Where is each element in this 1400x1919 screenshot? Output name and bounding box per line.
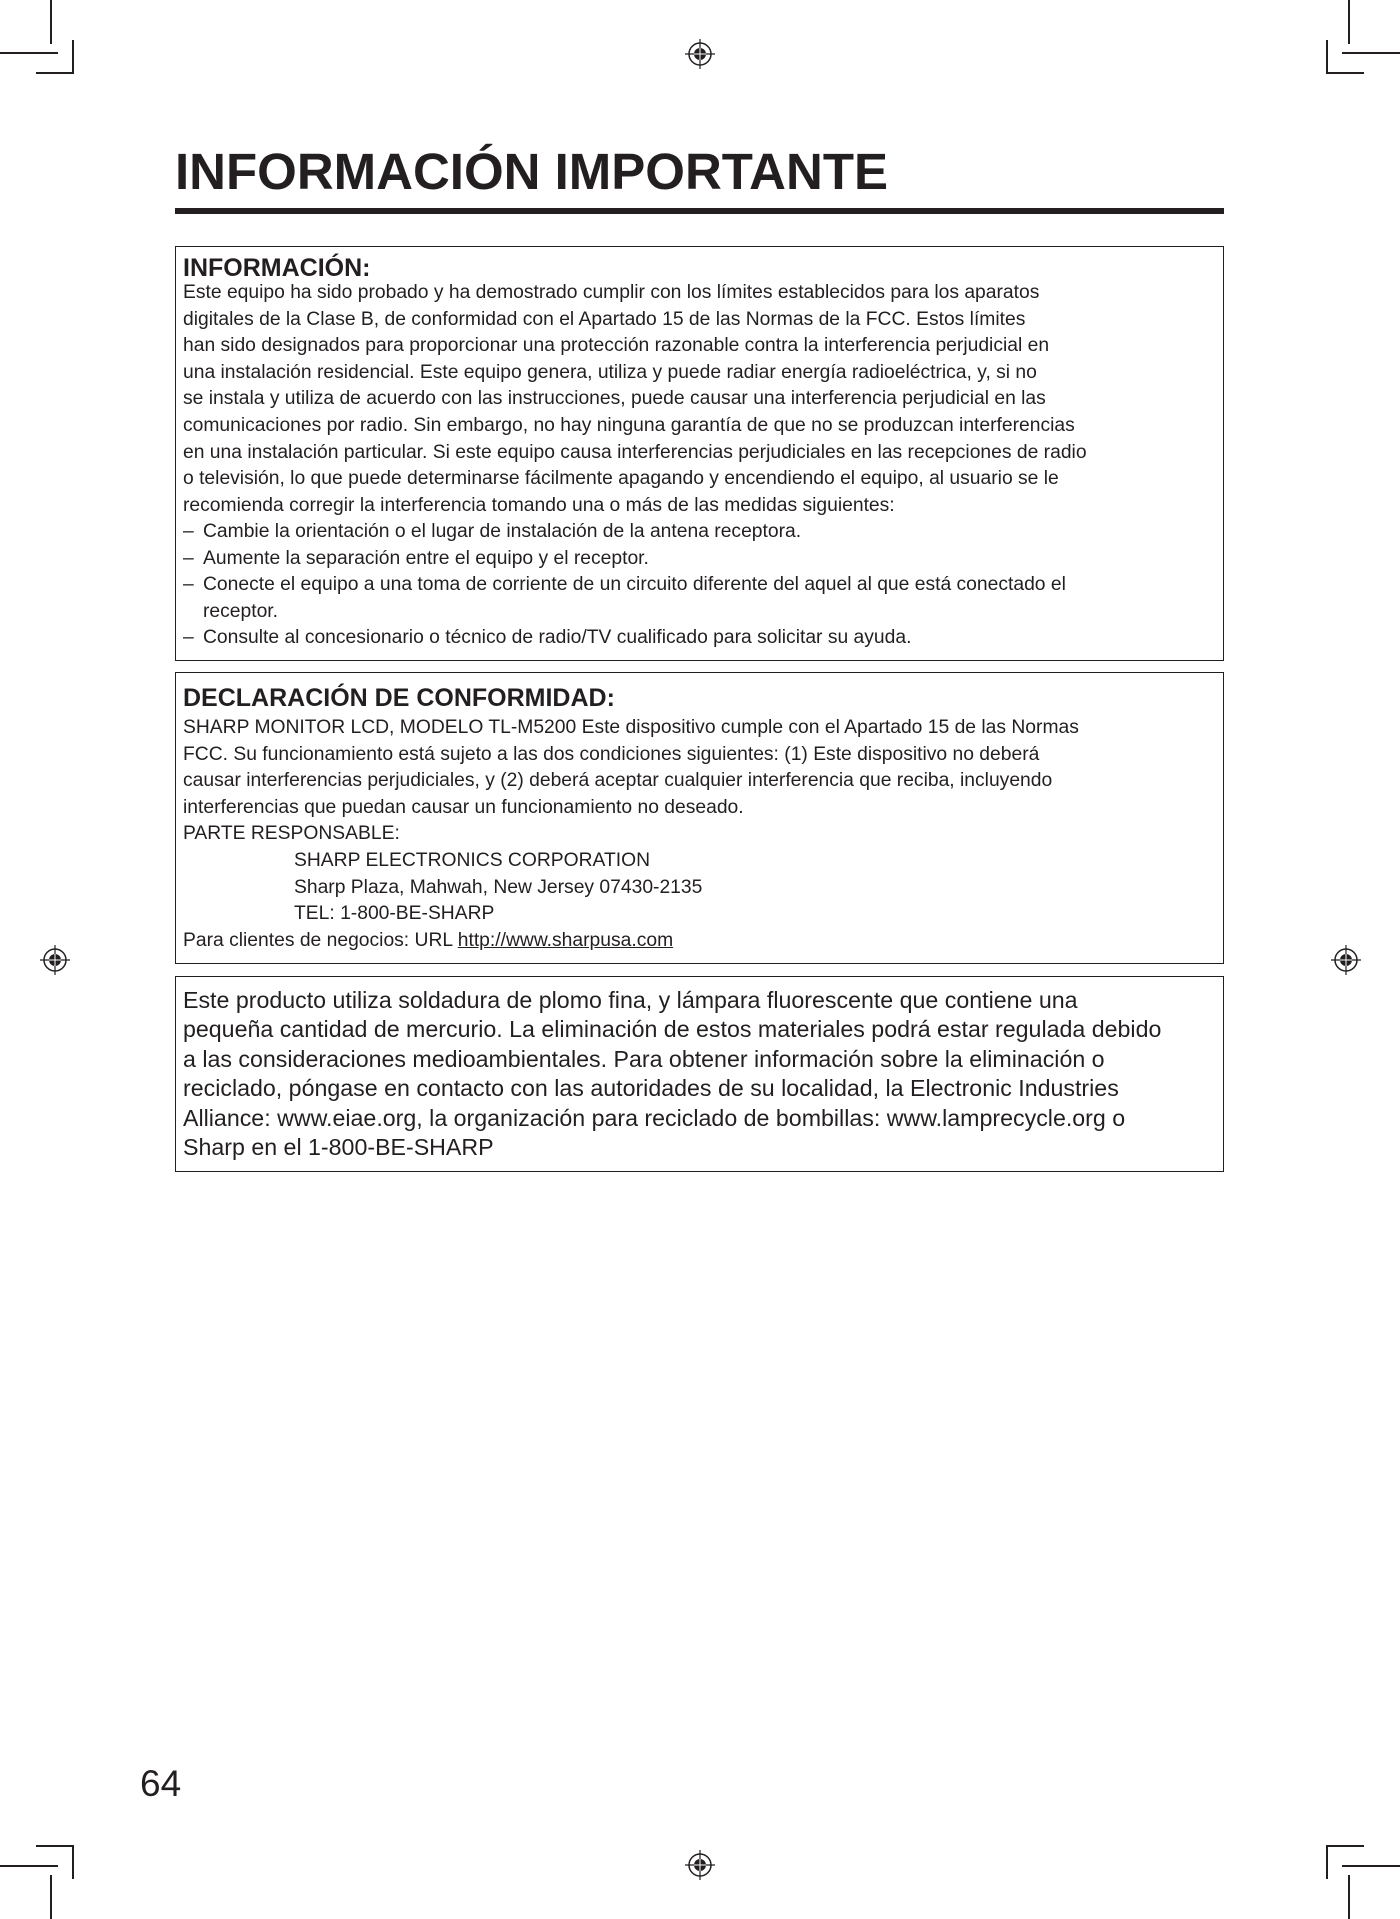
bullet-text: Conecte el equipo a una toma de corriente de un circuito diferente del aquel al que está conectado el (203, 574, 1066, 596)
responsible-party-label: PARTE RESPONSABLE: (183, 823, 400, 845)
page-title: INFORMACIÓN IMPORTANTE (175, 143, 889, 200)
info-heading: INFORMACIÓN: (183, 254, 371, 282)
info-line: recomienda corregir la interferencia tomando una o más de las medidas siguientes: (183, 494, 895, 516)
list-item (183, 546, 1215, 573)
business-url-prefix: Para clientes de negocios: URL (183, 929, 458, 951)
company-phone: TEL: 1-800-BE-SHARP (294, 903, 495, 925)
info-line: en una instalación particular. Si este equipo causa interferencias perjudiciales en las recepciones de radio (183, 441, 1087, 463)
measures-list (183, 519, 1215, 652)
environment-line: reciclado, póngase en contacto con las autoridades de su localidad, la Electronic Industries (183, 1075, 1119, 1102)
sharpusa-link[interactable]: http://www.sharpusa.com (457, 929, 674, 951)
conformity-line: SHARP MONITOR LCD, MODELO TL-M5200 Este dispositivo cumple con el Apartado 15 de las Normas (183, 717, 1079, 738)
bullet-dash: – (183, 547, 194, 569)
list-item (183, 519, 1215, 546)
registration-mark-icon (1331, 945, 1361, 975)
bullet-text: Consulte al concesionario o técnico de radio/TV cualificado para solicitar su ayuda. (203, 627, 912, 649)
info-line: digitales de la Clase B, de conformidad con el Apartado 15 de las Normas de la FCC. Estos límites (183, 308, 1026, 330)
info-line: se instala y utiliza de acuerdo con las instrucciones, puede causar una interferencia perjudicial en las (183, 388, 1046, 410)
info-line: han sido designados para proporcionar una protección razonable contra la interferencia perjudicial en (183, 335, 1050, 357)
environment-paragraph (183, 986, 1217, 1162)
info-paragraph (183, 280, 1215, 519)
info-line: Este equipo ha sido probado y ha demostrado cumplir con los límites establecidos para los aparatos (183, 282, 1040, 303)
conformity-heading: DECLARACIÓN DE CONFORMIDAD: (183, 684, 615, 712)
environment-line: a las consideraciones medioambientales. Para obtener información sobre la eliminación o (183, 1045, 1105, 1072)
environment-line: Alliance: www.eiae.org, la organización para reciclado de bombillas: www.lamprecycle.org o (183, 1104, 1126, 1131)
conformity-line: FCC. Su funcionamiento está sujeto a las dos condiciones siguientes: (1) Este dispositivo no deberá (183, 743, 1040, 765)
info-box (175, 246, 1224, 661)
company-address: Sharp Plaza, Mahwah, New Jersey 07430-2135 (294, 876, 703, 898)
environment-line: Sharp en el 1-800-BE-SHARP (183, 1134, 494, 1161)
page-number: 64 (140, 1763, 182, 1804)
bullet-dash: – (183, 521, 194, 542)
environment-box (175, 976, 1224, 1172)
title-rule (175, 208, 1224, 214)
list-item (183, 625, 1215, 652)
bullet-text: Aumente la separación entre el equipo y el receptor. (203, 547, 649, 569)
registration-mark-icon (685, 1850, 715, 1880)
bullet-dash: – (183, 627, 194, 649)
conformity-paragraph (183, 715, 1215, 954)
registration-mark-icon (685, 39, 715, 69)
bullet-text-continuation: receptor. (203, 600, 279, 622)
info-line: comunicaciones por radio. Sin embargo, no hay ninguna garantía de que no se produzcan interferencias (183, 414, 1075, 436)
registration-mark-icon (40, 945, 70, 975)
bullet-text: Cambie la orientación o el lugar de instalación de la antena receptora. (203, 521, 802, 542)
bullet-dash: – (183, 574, 194, 596)
info-line: o televisión, lo que puede determinarse fácilmente apagando y encendiendo el equipo, al usuario se le (183, 468, 1059, 490)
environment-line: Este producto utiliza soldadura de plomo fina, y lámpara fluorescente que contiene una (183, 987, 1078, 1013)
info-line: una instalación residencial. Este equipo genera, utiliza y puede radiar energía radioeléctrica, y, si no (183, 361, 1037, 383)
conformity-line: causar interferencias perjudiciales, y (2) deberá aceptar cualquier interferencia que reciba, incluyendo (183, 770, 1053, 792)
conformity-box (175, 672, 1224, 964)
conformity-line: interferencias que puedan causar un funcionamiento no deseado. (183, 796, 744, 818)
environment-line: pequeña cantidad de mercurio. La eliminación de estos materiales podrá estar regulada debido (183, 1016, 1162, 1043)
list-item (183, 572, 1215, 625)
business-url-line (183, 928, 1215, 955)
company-name: SHARP ELECTRONICS CORPORATION (294, 849, 651, 871)
